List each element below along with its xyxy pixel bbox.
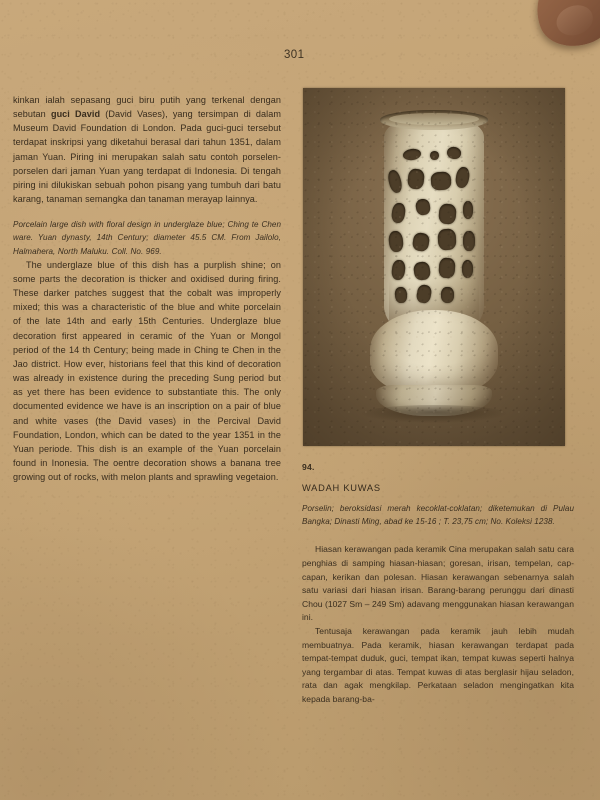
figure-title: WADAH KUWAS — [302, 483, 381, 493]
figure-photograph-brush-holder — [303, 88, 565, 446]
figure-caption-english: Porcelain large dish with floral design in underglaze blue; Ching te Chen ware. Yuan dynasty, 14th Century; diameter 45.5 CM. From Jailolo, Halmahera, North Maluku. Coll. No. 969. — [13, 220, 281, 256]
left-text-column — [13, 93, 281, 496]
right-text-column — [302, 462, 574, 707]
paragraph-kerawangan-2: Tentusaja kerawangan pada keramik jauh lebih mudah membuatnya. Pada keramik, hiasan kerawangan terdapat pada tempat-tempat duduk, guci, tempat ikan, tempat kuwas seperti halnya yang tergambar di atas. Tempat kuwas di atas berglasir hijau seladon, rata dan agak mengkilap. Perkataan seladon mengingatkan kita kepada barang-ba- — [302, 625, 574, 704]
figure-number: 94. — [302, 462, 315, 472]
figure-caption-indonesian: Porselin; beroksidasi merah kecoklat-coklatan; diketemukan di Pulau Bangka; Dinasti Ming, abad ke 15-16 ; T. 23,75 cm; No. Koleksi 1238. — [302, 504, 574, 527]
paragraph-indonesian-continued: kinkan ialah sepasang guci biru putih yang terkenal dengan sebutan guci David (David Vases), yang tersimpan di dalam Museum David Foundation di London. Pada guci-guci tersebut terdapat inskripsi yang diketahui berasal dari tahun 1351, dalam jaman Yuan. Piring ini merupakan salah satu contoh porselen-porselen dari jaman Yuan yang terdapat di Indonesia. Di tengah piring ini dilukiskan sebuah pohon pisang yang tumbuh dari batu karang, tanaman semangka dan tanaman merayap lainnya. — [13, 95, 281, 205]
paragraph-english-body: The underglaze blue of this dish has a purplish shine; on some parts the decoration is thicker and oxidised during firing. These darker patches suggest that the cobalt was improperly mixed; this was a characteristic of the blue and white porcelain of the late 14th and early 15th Centuries. Underglaze blue decoration first appeared in ceramic of the Yuan or Mongol period of the 14 th Century; being made in Ching te Chen in the Jao district. How ever, historians feel that this kind of decoration was already in existence during the preceding Sung period but as yet there has been evidence to substantiate this. The only documented evidence we have is an inscription on a pair of blue and white vases (the David vases) in the Percival David Foundation, London, which can be dated to the year 1351 in the Yuan periode. This dish is an example of the Yuan porcelain found in Inonesia. The oentre decoration shows a banana tree growing out of rocks, with melon plants and sprawling vegetaion. — [13, 259, 281, 483]
page-number: 301 — [284, 49, 305, 61]
thumbnail-highlight — [552, 0, 597, 40]
paragraph-kerawangan-1: Hiasan kerawangan pada keramik Cina merupakan salah satu cara penghias di samping hiasan-hiasan; goresan, irisan, tempelan, cap-capan, kerikan dan polesan. Hiasan kerawangan sebenarnya salah satu variasi dari hiasan irisan. Barang-barang perunggu dari dinasti Chou (1027 Sm – 249 Sm) adavang menggunakan hiasan kerawangan ini. — [302, 544, 574, 623]
thumb-holding-page — [525, 0, 600, 57]
photo-vignette — [303, 88, 565, 446]
